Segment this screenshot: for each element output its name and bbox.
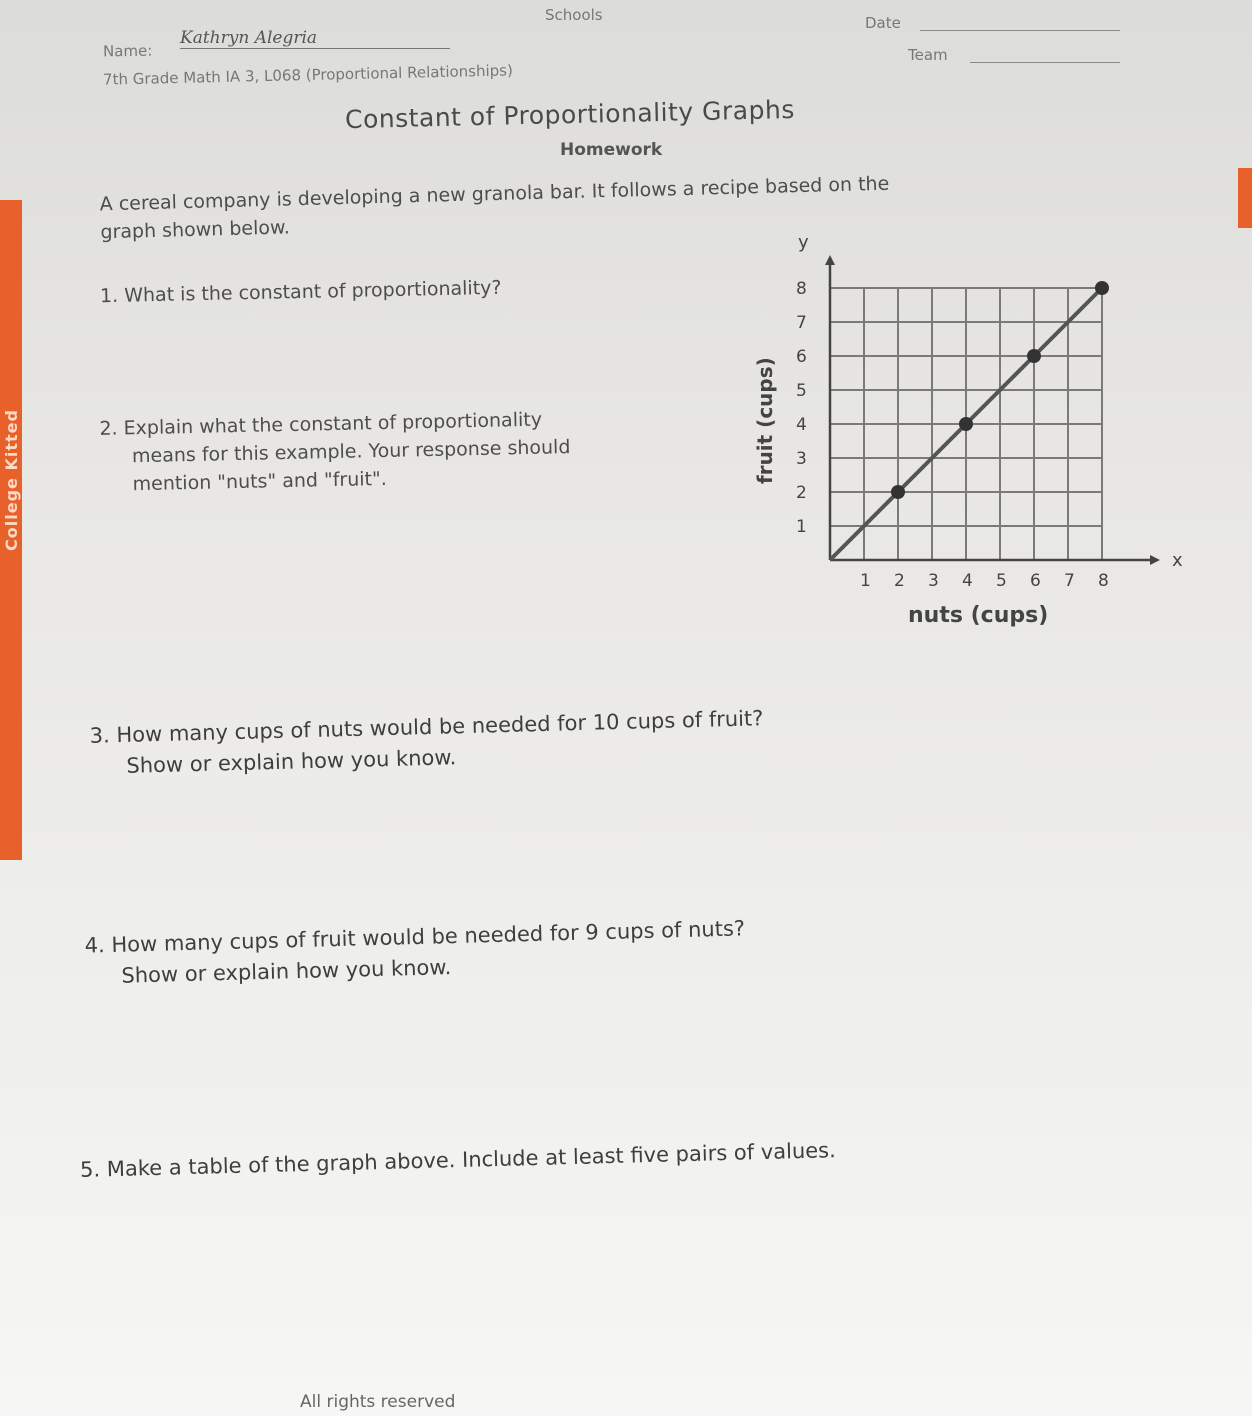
data-point-1 — [959, 417, 973, 431]
question-number: 2. — [99, 417, 118, 440]
question-text: How many cups of nuts would be needed for 10 cups of fruit? — [116, 706, 764, 748]
name-label: Name: — [102, 41, 153, 61]
y-axis-arrow — [825, 255, 835, 265]
team-label: Team — [908, 46, 948, 64]
data-point-0 — [891, 485, 905, 499]
question-number: 5. — [79, 1157, 101, 1182]
x-tick-label-5: 6 — [1030, 571, 1041, 591]
intro-line: graph shown below. — [100, 216, 291, 244]
question-text: What is the constant of proportionality? — [123, 276, 502, 307]
question-3 — [89, 703, 764, 783]
question-text: Show or explain how you know. — [121, 955, 452, 988]
x-tick-label-0: 1 — [860, 571, 871, 591]
question-text: Make a table of the graph above. Include at least five pairs of values. — [106, 1138, 837, 1182]
y-tick-label-5: 6 — [796, 347, 807, 367]
y-tick-label-4: 5 — [796, 381, 807, 401]
proportionality-graph — [745, 215, 1183, 645]
date-line — [920, 30, 1120, 31]
y-tick-label-0: 1 — [796, 517, 807, 537]
x-axis-letter: x — [1172, 550, 1183, 571]
question-2 — [99, 405, 571, 499]
y-tick-label-1: 2 — [796, 483, 807, 503]
x-tick-label-7: 8 — [1098, 571, 1109, 591]
x-axis-label: nuts (cups) — [908, 603, 1049, 628]
question-4 — [84, 913, 746, 992]
graph-axes — [825, 255, 1160, 565]
x-tick-label-2: 3 — [928, 571, 939, 591]
team-line — [970, 62, 1120, 63]
y-tick-label-6: 7 — [796, 313, 807, 333]
question-5 — [80, 1135, 836, 1186]
question-text: How many cups of fruit would be needed for 9 cups of nuts? — [111, 916, 746, 957]
school-label: Schools — [545, 6, 603, 24]
data-point-2 — [1027, 349, 1041, 363]
y-axis-letter: y — [798, 232, 809, 253]
y-tick-label-7: 8 — [796, 279, 807, 299]
x-tick-label-6: 7 — [1064, 571, 1075, 591]
course-line: 7th Grade Math IA 3, L068 (Proportional Relationships) — [102, 61, 514, 89]
x-tick-label-1: 2 — [894, 571, 905, 591]
copyright-footer: All rights reserved — [300, 1392, 456, 1412]
question-text: Show or explain how you know. — [126, 745, 457, 778]
x-tick-label-3: 4 — [962, 571, 973, 591]
intro-line: A cereal company is developing a new granola bar. It follows a recipe based on the — [99, 172, 890, 216]
binder-edge-text: College Kitted — [2, 409, 21, 551]
question-text: means for this example. Your response should — [131, 436, 571, 468]
question-1 — [100, 274, 502, 310]
data-point-3 — [1095, 281, 1109, 295]
date-label: Date — [865, 14, 901, 32]
question-number: 1. — [99, 284, 119, 308]
question-number: 4. — [84, 933, 106, 958]
worksheet-title: Constant of Proportionality Graphs — [344, 94, 796, 135]
x-axis-arrow — [1150, 555, 1160, 565]
y-tick-label-2: 3 — [796, 449, 807, 469]
question-text: mention "nuts" and "fruit". — [132, 467, 388, 496]
name-value: Kathryn Alegria — [180, 28, 450, 49]
question-number: 3. — [89, 723, 111, 748]
y-tick-label-3: 4 — [796, 415, 807, 435]
binder-tab — [1238, 168, 1252, 228]
x-tick-label-4: 5 — [996, 571, 1007, 591]
worksheet-subtitle: Homework — [560, 140, 663, 160]
y-axis-label: fruit (cups) — [753, 357, 777, 484]
question-text: Explain what the constant of proportionality — [123, 408, 543, 440]
